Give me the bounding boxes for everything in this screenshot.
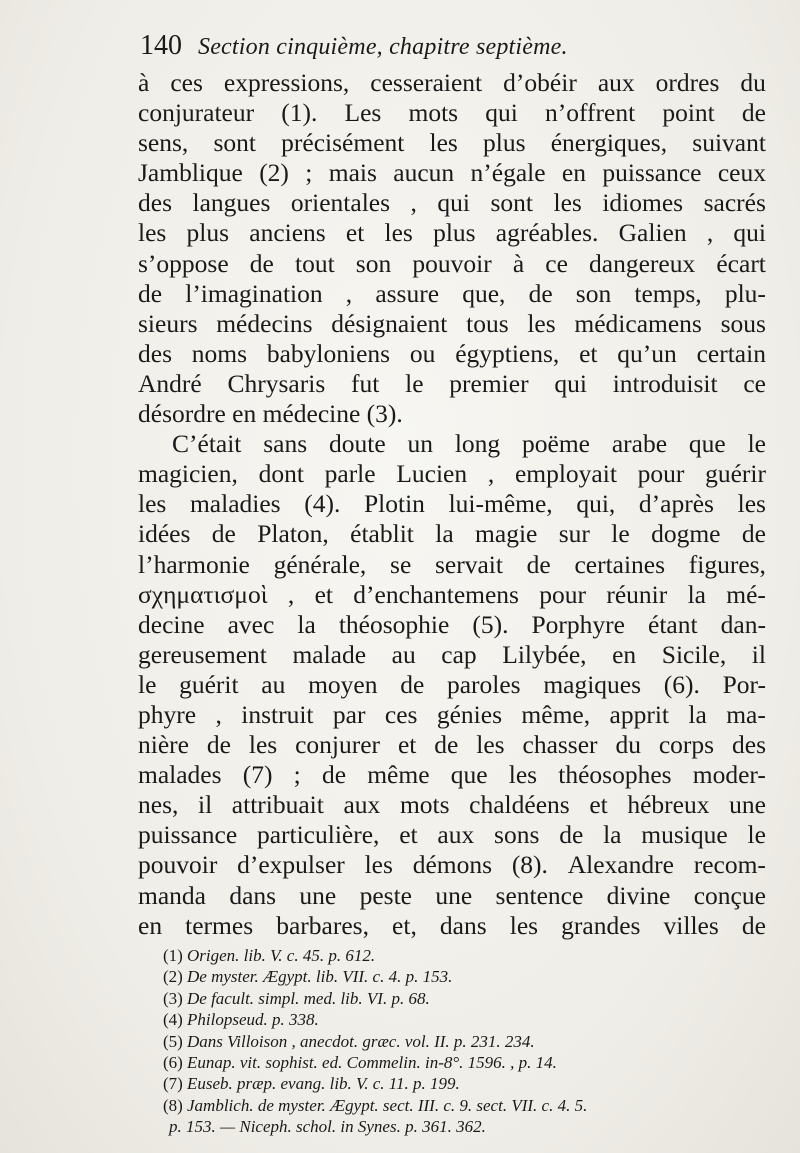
text-line: des langues orientales , qui sont les idiomes sacrés: [138, 188, 766, 218]
text-line: idées de Platon, établit la magie sur le dogme de: [138, 519, 766, 549]
footnote-number: (7): [163, 1074, 183, 1094]
text-line: en termes barbares, et, dans les grandes villes de: [138, 910, 766, 940]
text-line: des noms babyloniens ou égyptiens, et qu’un certain: [138, 338, 766, 368]
footnote: [163, 1073, 793, 1094]
text-line: magicien, dont parle Lucien , employait pour guérir: [138, 459, 766, 489]
text-line: sieurs médecins désignaient tous les médicamens sous: [138, 308, 766, 338]
page-header: [140, 30, 700, 66]
text-line: phyre , instruit par ces génies même, apprit la ma-: [138, 699, 766, 729]
footnote-number: (6): [163, 1052, 183, 1072]
text-line: pouvoir d’expulser les démons (8). Alexandre recom-: [138, 850, 766, 880]
footnote-number: (1): [163, 946, 183, 965]
footnote-number: (4): [163, 1010, 183, 1030]
text-line: sens, sont précisément les plus énergiques, suivant: [138, 128, 766, 158]
footnote: [163, 1031, 793, 1052]
text-line: manda dans une peste une sentence divine conçue: [138, 880, 766, 910]
footnote-text: Eunap. vit. sophist. ed. Commelin. in-8°. 1596. , p. 14.: [187, 1052, 557, 1072]
footnote: [163, 945, 793, 966]
text-line: C’était sans doute un long poëme arabe que le: [172, 429, 766, 459]
footnote-text: p. 153. — Niceph. schol. in Synes. p. 361. 362.: [169, 1117, 486, 1137]
body-text: [138, 68, 766, 941]
running-title: Section cinquième, chapitre septième.: [198, 34, 568, 60]
footnote: [145, 1116, 793, 1137]
text-line: l’harmonie générale, se servait de certaines figures,: [138, 549, 766, 579]
text-line: conjurateur (1). Les mots qui n’offrent point de: [138, 98, 766, 128]
text-line: σχηματισμοὶ , et d’enchantemens pour réunir la mé-: [138, 579, 766, 609]
text-line: decine avec la théosophie (5). Porphyre étant dan-: [138, 609, 766, 639]
text-line: André Chrysaris fut le premier qui introduisit ce: [138, 368, 766, 398]
footnote-text: Philopseud. p. 338.: [187, 1010, 319, 1030]
footnote: [163, 988, 793, 1009]
text-line: à ces expressions, cesseraient d’obéir aux ordres du: [138, 68, 766, 97]
footnote-text: Dans Villoison , anecdot. græc. vol. II. p. 231. 234.: [187, 1031, 535, 1051]
footnote-text: Euseb. præp. evang. lib. V. c. 11. p. 199.: [187, 1074, 460, 1094]
text-line: nes, il attribuait aux mots chaldéens et hébreux une: [138, 790, 766, 820]
footnote-text: De myster. Ægypt. lib. VII. c. 4. p. 153.: [187, 967, 453, 987]
text-line: malades (7) ; de même que les théosophes moder-: [138, 760, 766, 790]
footnote: [163, 1009, 793, 1030]
footnote-number: (3): [163, 988, 183, 1008]
footnote-text: Origen. lib. V. c. 45. p. 612.: [187, 946, 376, 965]
footnote: [163, 1052, 793, 1073]
footnote-number: (8): [163, 1095, 183, 1115]
text-line: de l’imagination , assure que, de son temps, plu-: [138, 278, 766, 308]
text-line: gereusement malade au cap Lilybée, en Sicile, il: [138, 639, 766, 669]
footnotes: [163, 945, 793, 1138]
text-line: s’oppose de tout son pouvoir à ce dangereux écart: [138, 248, 766, 278]
text-line: nière de les conjurer et de les chasser du corps des: [138, 730, 766, 760]
footnote: [163, 1095, 793, 1116]
text-line: le guérit au moyen de paroles magiques (6). Por-: [138, 669, 766, 699]
footnote: [163, 966, 793, 987]
footnote-number: (2): [163, 967, 183, 987]
text-line: Jamblique (2) ; mais aucun n’égale en puissance ceux: [138, 158, 766, 188]
text-line: les maladies (4). Plotin lui-même, qui, d’après les: [138, 489, 766, 519]
footnote-text: De facult. simpl. med. lib. VI. p. 68.: [187, 988, 430, 1008]
text-line: puissance particulière, et aux sons de la musique le: [138, 820, 766, 850]
text-line: désordre en médecine (3).: [138, 399, 403, 429]
footnote-text: Jamblich. de myster. Ægypt. sect. III. c. 9. sect. VII. c. 4. 5.: [187, 1095, 588, 1115]
page-number: 140: [140, 30, 182, 61]
footnote-number: (5): [163, 1031, 183, 1051]
text-line: les plus anciens et les plus agréables. Galien , qui: [138, 218, 766, 248]
